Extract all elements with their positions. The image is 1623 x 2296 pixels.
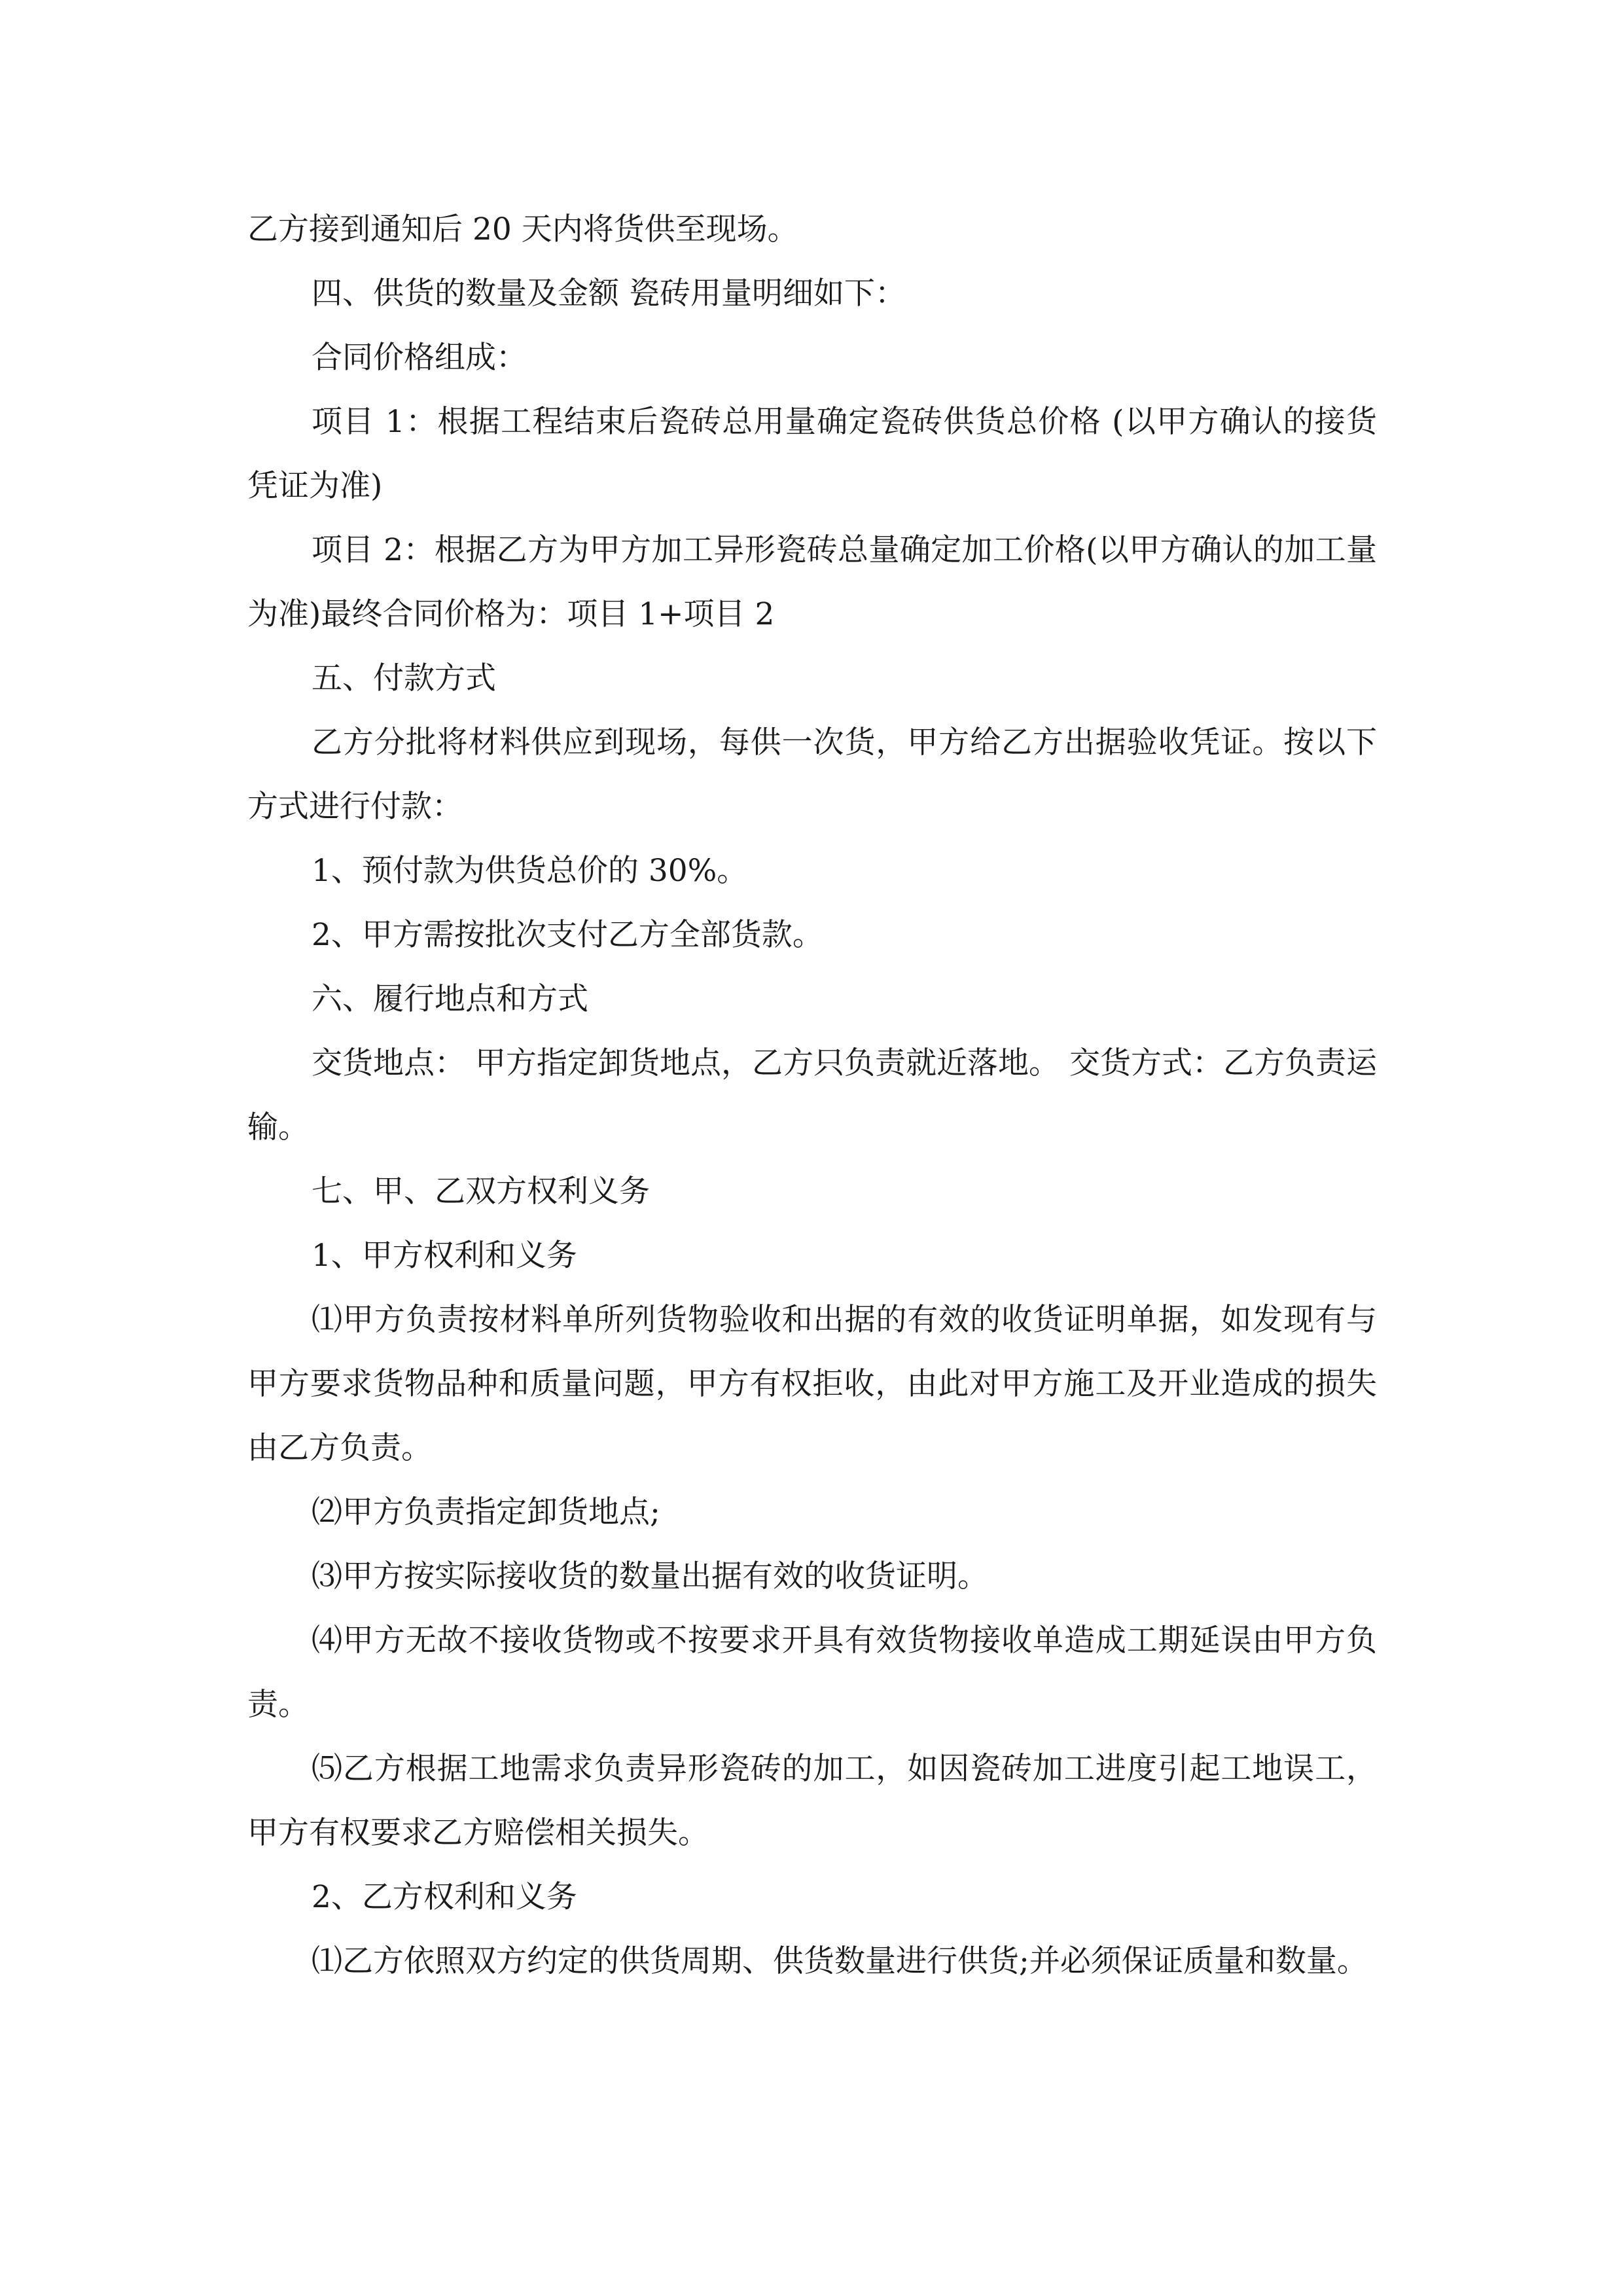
- section-heading-quantity-amount: 四、供货的数量及金额 瓷砖用量明细如下：: [312, 276, 906, 312]
- list-item-prepayment: 1、预付款为供货总价的 30%。: [312, 853, 748, 889]
- list-item-batch-payment: 2、甲方需按批次支付乙方全部货款。: [312, 917, 823, 953]
- clause-b-1: ⑴乙方依照双方约定的供货周期、供货数量进行供货;并必须保证质量和数量。: [312, 1943, 1368, 1979]
- section-heading-payment: 五、付款方式: [312, 660, 496, 696]
- paragraph-delivery-notice: 乙方接到通知后 20 天内将货供至现场。: [247, 211, 798, 247]
- section-heading-rights-obligations: 七、甲、乙双方权利义务: [312, 1174, 650, 1210]
- subheading-party-b: 2、乙方权利和义务: [312, 1879, 577, 1915]
- clause-a-4: ⑷甲方无故不接收货物或不按要求开具有效货物接收单造成工期延误由甲方负责。: [247, 1623, 1377, 1723]
- paragraph-item-2: 项目 2：根据乙方为甲方加工异形瓷砖总量确定加工价格(以甲方确认的加工量为准)最终合同价格为：项目 1+项目 2: [247, 532, 1377, 632]
- subheading-party-a: 1、甲方权利和义务: [312, 1238, 577, 1274]
- clause-a-2: ⑵甲方负责指定卸货地点;: [312, 1494, 660, 1530]
- clause-a-3: ⑶甲方按实际接收货的数量出据有效的收货证明。: [312, 1558, 988, 1594]
- paragraph-delivery-location: 交货地点： 甲方指定卸货地点，乙方只负责就近落地。 交货方式：乙方负责运输。: [247, 1045, 1377, 1145]
- paragraph-payment-method: 乙方分批将材料供应到现场，每供一次货，甲方给乙方出据验收凭证。按以下方式进行付款：: [247, 725, 1377, 825]
- clause-a-1: ⑴甲方负责按材料单所列货物验收和出据的有效的收货证明单据，如发现有与甲方要求货物品种和质量问题，甲方有权拒收，由此对甲方施工及开业造成的损失由乙方负责。: [247, 1302, 1377, 1466]
- section-heading-performance: 六、履行地点和方式: [312, 981, 588, 1017]
- paragraph-price-composition: 合同价格组成：: [312, 340, 527, 376]
- clause-a-5: ⑸乙方根据工地需求负责异形瓷砖的加工，如因瓷砖加工进度引起工地误工，甲方有权要求乙方赔偿相关损失。: [247, 1751, 1377, 1851]
- paragraph-item-1: 项目 1：根据工程结束后瓷砖总用量确定瓷砖供货总价格 (以甲方确认的接货凭证为准): [247, 404, 1377, 504]
- document-body: [247, 198, 1377, 1994]
